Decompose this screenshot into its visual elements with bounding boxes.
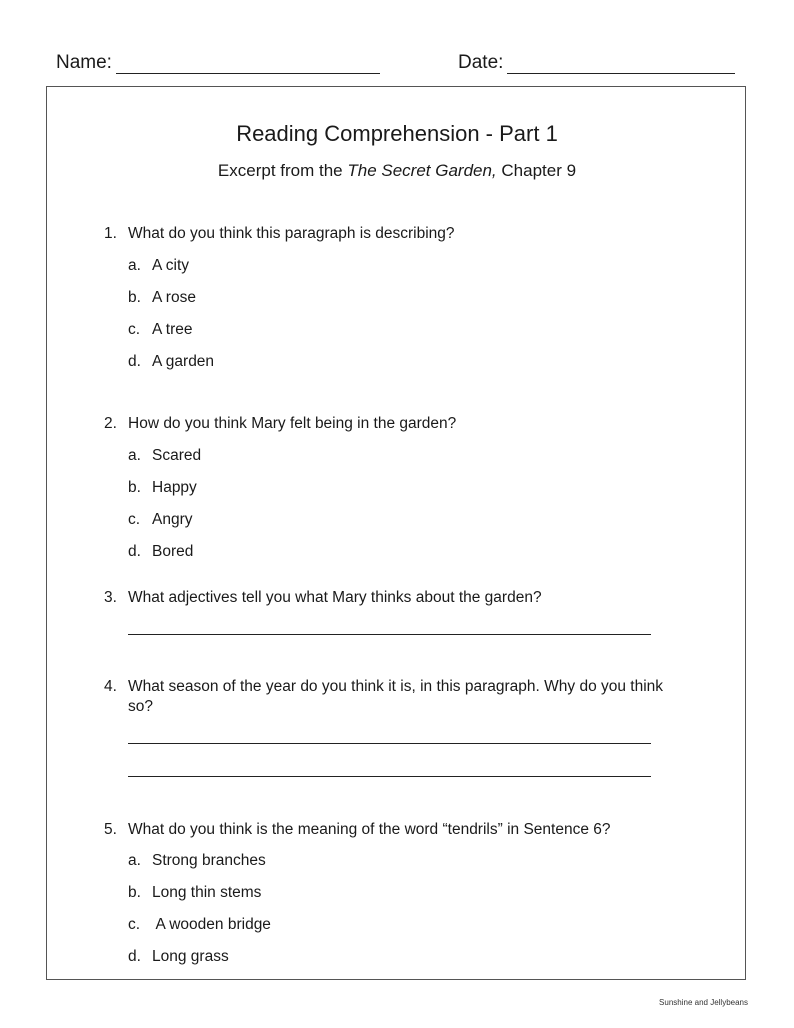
question-number: 3. (104, 589, 117, 606)
question-1 (104, 224, 688, 244)
question-text: What do you think this paragraph is describing? (128, 225, 455, 242)
page-title: Reading Comprehension - Part 1 (236, 121, 558, 146)
option-letter: a. (128, 257, 141, 274)
question-number: 5. (104, 821, 117, 838)
option-letter: d. (128, 353, 141, 370)
date-blank-line[interactable] (507, 55, 735, 74)
name-label: Name: (56, 52, 112, 73)
answer-line[interactable] (128, 743, 651, 744)
option-letter: d. (128, 948, 141, 965)
question-text: What season of the year do you think it is, in this paragraph. Why do you think so? (128, 678, 664, 715)
option-text: Bored (152, 543, 194, 560)
option-text: A rose (152, 289, 196, 306)
question-text: How do you think Mary felt being in the garden? (128, 415, 457, 432)
question-5 (104, 820, 688, 840)
question-text: What adjectives tell you what Mary thinks about the garden? (128, 589, 542, 606)
option-letter: b. (128, 884, 141, 901)
option-text: Scared (152, 447, 202, 464)
subtitle-prefix: Excerpt from the (217, 161, 348, 180)
question-text: What do you think is the meaning of the word “tendrils” in Sentence 6? (128, 821, 611, 838)
question-3 (104, 588, 688, 608)
question-5-option-a[interactable] (128, 852, 266, 870)
option-text: Long thin stems (152, 884, 262, 901)
option-letter: b. (128, 479, 141, 496)
question-number: 1. (104, 225, 117, 242)
option-text: Strong branches (152, 852, 266, 869)
option-letter: b. (128, 289, 141, 306)
question-number: 2. (104, 415, 117, 432)
question-1-option-b[interactable] (128, 289, 196, 307)
question-2-option-c[interactable] (128, 511, 193, 529)
question-1-option-a[interactable] (128, 257, 189, 275)
question-4 (104, 677, 688, 717)
question-2-option-b[interactable] (128, 479, 197, 497)
question-2-option-a[interactable] (128, 447, 201, 465)
question-1-option-d[interactable] (128, 353, 214, 371)
question-5-option-d[interactable] (128, 948, 229, 966)
option-letter: a. (128, 447, 141, 464)
question-5-option-c[interactable] (128, 916, 271, 934)
worksheet-frame (46, 86, 746, 980)
option-text: A wooden bridge (152, 916, 271, 933)
option-text: Long grass (152, 948, 229, 965)
option-text: Happy (152, 479, 197, 496)
question-2-option-d[interactable] (128, 543, 193, 561)
option-letter: c. (128, 511, 141, 528)
option-letter: c. (128, 916, 141, 933)
question-2 (104, 414, 688, 434)
option-text: Angry (152, 511, 193, 528)
question-1-option-c[interactable] (128, 321, 193, 339)
name-blank-line[interactable] (116, 55, 380, 74)
answer-line[interactable] (128, 776, 651, 777)
date-field[interactable] (458, 52, 735, 74)
subtitle-book-title: The Secret Garden, (347, 161, 497, 180)
page-subtitle (0, 161, 794, 181)
option-text: A city (152, 257, 190, 274)
name-field[interactable] (56, 52, 380, 74)
subtitle-suffix: Chapter 9 (496, 161, 577, 180)
option-letter: d. (128, 543, 141, 560)
option-letter: c. (128, 321, 141, 338)
option-letter: a. (128, 852, 141, 869)
footer-credit: Sunshine and Jellybeans (659, 998, 748, 1007)
option-text: A garden (152, 353, 215, 370)
question-number: 4. (104, 678, 117, 695)
option-text: A tree (152, 321, 193, 338)
question-5-option-b[interactable] (128, 884, 261, 902)
answer-line[interactable] (128, 634, 651, 635)
date-label: Date: (458, 52, 504, 73)
